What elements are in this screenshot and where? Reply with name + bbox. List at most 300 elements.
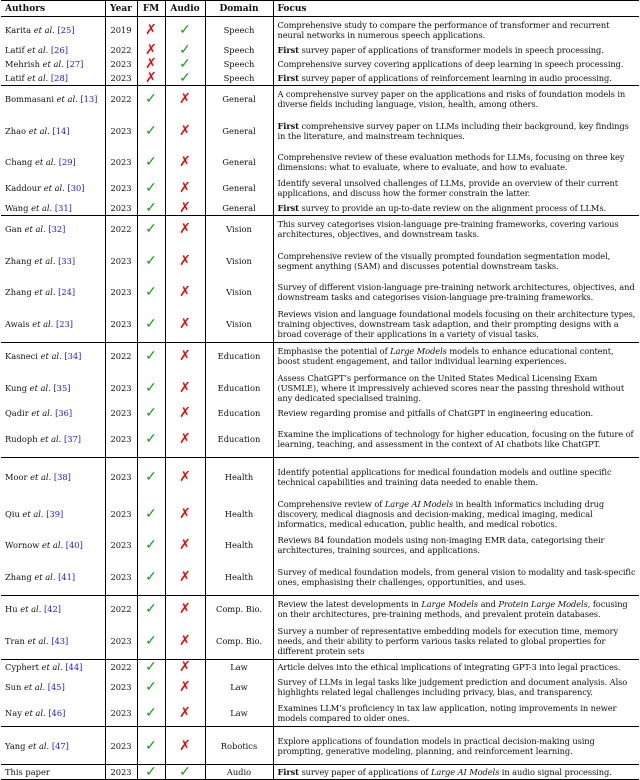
citation-link: [39] bbox=[46, 508, 64, 519]
table-row bbox=[1, 596, 639, 623]
focus-cell bbox=[273, 112, 639, 149]
year-cell: 2023 bbox=[105, 700, 137, 727]
author-cell bbox=[1, 175, 105, 201]
author-name: Latif bbox=[5, 45, 25, 55]
check-icon: ✓ bbox=[145, 379, 157, 396]
year-cell: 2023 bbox=[105, 674, 137, 700]
domain-cell: General bbox=[205, 149, 273, 175]
header-fm: FM bbox=[137, 1, 165, 17]
year-cell: 2022 bbox=[105, 660, 137, 675]
audio-cell bbox=[165, 674, 205, 700]
focus-cell bbox=[273, 622, 639, 660]
author-cell bbox=[1, 57, 105, 71]
citation-link: [46] bbox=[48, 708, 66, 718]
focus-cell bbox=[273, 765, 639, 780]
audio-cell bbox=[165, 305, 205, 343]
audio-cell bbox=[165, 558, 205, 596]
check-icon: ✓ bbox=[145, 505, 157, 522]
citation-link: [42] bbox=[44, 604, 62, 614]
author-etal: et al. bbox=[24, 708, 46, 718]
focus-text: in audio signal processing. bbox=[499, 767, 612, 777]
cross-icon: ✗ bbox=[179, 679, 191, 695]
focus-text: Review the latest developments in bbox=[277, 599, 422, 609]
focus-text: First bbox=[277, 73, 299, 83]
fm-cell bbox=[137, 201, 165, 216]
table-row bbox=[1, 71, 639, 86]
check-icon: ✓ bbox=[145, 154, 157, 170]
audio-cell bbox=[165, 622, 205, 660]
fm-cell bbox=[137, 17, 165, 44]
table-row bbox=[1, 765, 639, 780]
citation-link: [27] bbox=[66, 59, 84, 69]
check-icon: ✓ bbox=[145, 601, 157, 617]
author-name: Kasneci bbox=[5, 351, 38, 361]
table-row bbox=[1, 558, 639, 596]
author-name: Sun bbox=[5, 682, 22, 692]
domain-cell: Law bbox=[205, 660, 273, 675]
table-row bbox=[1, 305, 639, 343]
check-icon: ✓ bbox=[145, 180, 157, 196]
focus-cell bbox=[273, 495, 639, 532]
author-cell bbox=[1, 112, 105, 149]
fm-cell bbox=[137, 71, 165, 86]
citation-link: [41] bbox=[58, 571, 76, 582]
author-cell bbox=[1, 149, 105, 175]
citation-link: [13] bbox=[80, 94, 98, 104]
domain-cell: Audio bbox=[205, 765, 273, 780]
check-icon: ✓ bbox=[145, 679, 157, 695]
domain-cell: Robotics bbox=[205, 727, 273, 765]
fm-cell bbox=[137, 420, 165, 458]
check-icon: ✓ bbox=[145, 284, 157, 300]
citation-link: [40] bbox=[65, 540, 83, 550]
audio-cell bbox=[165, 660, 205, 675]
year-cell: 2023 bbox=[105, 622, 137, 660]
check-icon: ✓ bbox=[179, 56, 191, 72]
citation-link: [31] bbox=[54, 203, 72, 213]
author-name: Gan bbox=[5, 224, 22, 234]
table-row bbox=[1, 532, 639, 558]
citation-link: [36] bbox=[55, 408, 73, 418]
check-icon: ✓ bbox=[145, 405, 157, 421]
focus-text: Large AI Models bbox=[430, 767, 500, 777]
author-name: Yang bbox=[5, 740, 26, 751]
focus-cell bbox=[273, 420, 639, 458]
author-etal: et al. bbox=[27, 635, 49, 646]
focus-text: First bbox=[277, 203, 299, 213]
author-etal: et al. bbox=[40, 433, 62, 444]
citation-link: [34] bbox=[64, 351, 82, 361]
check-icon: ✓ bbox=[179, 70, 191, 86]
citation-link: [28] bbox=[50, 73, 68, 83]
table-row bbox=[1, 149, 639, 175]
focus-text: , focusing on their architectures, pre-training methods, and prevalent protein databases. bbox=[277, 599, 628, 619]
focus-text: in health informatics including drug discovery, medical diagnosis and decision-making, medical imaging, medical informatics, medical education, public health, and medical robotics. bbox=[277, 498, 605, 529]
table-row bbox=[1, 369, 639, 406]
cross-icon: ✗ bbox=[179, 315, 191, 332]
year-cell: 2023 bbox=[105, 420, 137, 458]
check-icon: ✓ bbox=[179, 764, 191, 780]
cross-icon: ✗ bbox=[179, 348, 191, 364]
focus-cell bbox=[273, 175, 639, 201]
check-icon: ✓ bbox=[145, 91, 157, 107]
author-cell bbox=[1, 558, 105, 596]
fm-cell bbox=[137, 149, 165, 175]
year-cell: 2022 bbox=[105, 596, 137, 623]
year-cell: 2023 bbox=[105, 201, 137, 216]
table-row bbox=[1, 343, 639, 370]
author-cell bbox=[1, 458, 105, 496]
year-cell: 2023 bbox=[105, 406, 137, 420]
cross-icon: ✗ bbox=[179, 91, 191, 107]
fm-cell bbox=[137, 369, 165, 406]
cross-icon: ✗ bbox=[145, 22, 157, 38]
check-icon: ✓ bbox=[145, 430, 157, 447]
focus-text: Large Models bbox=[421, 599, 479, 609]
author-etal: et al. bbox=[34, 255, 56, 266]
focus-text: Comprehensive study to compare the performance of transformer and recurrent neural networks in numerous speech applications. bbox=[277, 20, 610, 40]
domain-cell: Speech bbox=[205, 57, 273, 71]
cross-icon: ✗ bbox=[179, 252, 191, 269]
table-row bbox=[1, 420, 639, 458]
domain-cell: Law bbox=[205, 674, 273, 700]
check-icon: ✓ bbox=[145, 315, 157, 332]
fm-cell bbox=[137, 700, 165, 727]
focus-cell bbox=[273, 86, 639, 113]
focus-cell bbox=[273, 406, 639, 420]
author-etal: et al. bbox=[29, 382, 51, 393]
author-etal: et al. bbox=[31, 203, 53, 213]
cross-icon: ✗ bbox=[179, 659, 191, 675]
author-name: Awais bbox=[5, 318, 30, 329]
check-icon: ✓ bbox=[145, 348, 157, 364]
year-cell: 2022 bbox=[105, 343, 137, 370]
table-row bbox=[1, 700, 639, 727]
author-etal: et al. bbox=[33, 25, 55, 35]
focus-text: Survey of LLMs in legal tasks like judgement prediction and document analysis. Also highlights related legal challenges including privacy, bias, and transparency. bbox=[277, 677, 628, 697]
fm-cell bbox=[137, 458, 165, 496]
focus-text: A comprehensive survey paper on the applications and risks of foundation models in diverse fields including language, vision, health, among others. bbox=[277, 89, 626, 109]
author-name: Kaddour bbox=[5, 183, 42, 193]
citation-link: [26] bbox=[50, 45, 68, 55]
cross-icon: ✗ bbox=[179, 632, 191, 649]
author-etal: et al. bbox=[41, 662, 63, 672]
author-cell bbox=[1, 596, 105, 623]
audio-cell bbox=[165, 369, 205, 406]
citation-link: [35] bbox=[53, 382, 71, 393]
cross-icon: ✗ bbox=[179, 468, 191, 485]
author-etal: et al. bbox=[40, 351, 62, 361]
audio-cell bbox=[165, 765, 205, 780]
cross-icon: ✗ bbox=[179, 705, 191, 721]
author-name: Cyphert bbox=[5, 662, 39, 672]
year-cell: 2023 bbox=[105, 279, 137, 305]
citation-link: [43] bbox=[51, 635, 69, 646]
check-icon: ✓ bbox=[145, 764, 157, 780]
fm-cell bbox=[137, 175, 165, 201]
author-name: This paper bbox=[5, 767, 50, 777]
domain-cell: Speech bbox=[205, 17, 273, 44]
author-cell bbox=[1, 17, 105, 44]
focus-text: Comprehensive review of these evaluation methods for LLMs, focusing on three key dimensions: what to evaluate, where to evaluate, and how to evaluate. bbox=[277, 152, 625, 172]
author-name: Latif bbox=[5, 73, 25, 83]
cross-icon: ✗ bbox=[179, 379, 191, 396]
domain-cell: Health bbox=[205, 532, 273, 558]
year-cell: 2022 bbox=[105, 216, 137, 243]
author-etal: et al. bbox=[27, 45, 49, 55]
focus-text: This survey categorises vision-language pre-training frameworks, covering various architectures, objectives, and downstream tasks. bbox=[277, 219, 619, 239]
cross-icon: ✗ bbox=[179, 430, 191, 447]
audio-cell bbox=[165, 43, 205, 57]
year-cell: 2023 bbox=[105, 532, 137, 558]
domain-cell: Education bbox=[205, 369, 273, 406]
audio-cell bbox=[165, 279, 205, 305]
audio-cell bbox=[165, 175, 205, 201]
author-cell bbox=[1, 43, 105, 57]
author-name: Zhao bbox=[5, 125, 27, 136]
fm-cell bbox=[137, 343, 165, 370]
check-icon: ✓ bbox=[145, 659, 157, 675]
focus-cell bbox=[273, 674, 639, 700]
year-cell: 2023 bbox=[105, 149, 137, 175]
audio-cell bbox=[165, 201, 205, 216]
cross-icon: ✗ bbox=[179, 737, 191, 754]
focus-text: Comprehensive review of bbox=[277, 498, 385, 509]
author-name: Zhang bbox=[5, 571, 32, 582]
cross-icon: ✗ bbox=[179, 568, 191, 585]
author-etal: et al. bbox=[34, 287, 56, 297]
author-cell bbox=[1, 495, 105, 532]
check-icon: ✓ bbox=[179, 42, 191, 58]
audio-cell bbox=[165, 17, 205, 44]
fm-cell bbox=[137, 558, 165, 596]
citation-link: [44] bbox=[65, 662, 83, 672]
cross-icon: ✗ bbox=[179, 154, 191, 170]
author-etal: et al. bbox=[43, 183, 65, 193]
focus-text: Large Models bbox=[390, 346, 447, 356]
focus-text: Examines LLM’s proficiency in tax law application, noting improvements in newer models compared to older ones. bbox=[277, 703, 617, 723]
author-etal: et al. bbox=[34, 571, 56, 582]
domain-cell: General bbox=[205, 175, 273, 201]
table-row bbox=[1, 57, 639, 71]
table-row bbox=[1, 86, 639, 113]
cross-icon: ✗ bbox=[179, 601, 191, 617]
citation-link: [24] bbox=[58, 287, 76, 297]
focus-cell bbox=[273, 201, 639, 216]
audio-cell bbox=[165, 71, 205, 86]
author-name: Tran bbox=[5, 635, 25, 646]
domain-cell: Vision bbox=[205, 216, 273, 243]
year-cell: 2023 bbox=[105, 558, 137, 596]
cross-icon: ✗ bbox=[179, 122, 191, 139]
cross-icon: ✗ bbox=[179, 284, 191, 300]
author-cell bbox=[1, 700, 105, 727]
author-name: Zhang bbox=[5, 287, 32, 297]
cross-icon: ✗ bbox=[179, 221, 191, 237]
table-row bbox=[1, 175, 639, 201]
focus-cell bbox=[273, 305, 639, 343]
fm-cell bbox=[137, 242, 165, 279]
citation-link: [38] bbox=[53, 471, 71, 482]
author-cell bbox=[1, 343, 105, 370]
fm-cell bbox=[137, 622, 165, 660]
author-etal: et al. bbox=[24, 224, 46, 234]
check-icon: ✓ bbox=[145, 200, 157, 216]
table-row bbox=[1, 201, 639, 216]
citation-link: [23] bbox=[56, 318, 74, 329]
check-icon: ✓ bbox=[145, 537, 157, 553]
author-name: Karita bbox=[5, 25, 32, 35]
author-name: Nay bbox=[5, 708, 22, 718]
header-authors: Authors bbox=[1, 1, 105, 17]
focus-text: Comprehensive review of the visually prompted foundation segmentation model, segment anything (SAM) and discusses potential downstream tasks. bbox=[277, 250, 611, 271]
focus-cell bbox=[273, 558, 639, 596]
focus-text: Identify potential applications for medical foundation models and outline specific technical capabilities and training data needed to enable them. bbox=[277, 466, 612, 487]
author-cell bbox=[1, 279, 105, 305]
audio-cell bbox=[165, 406, 205, 420]
citation-link: [25] bbox=[57, 25, 75, 35]
focus-text: Survey of medical foundation models, from general vision to modality and task-specific ones, emphasising their challenges, opportunities, and uses. bbox=[277, 566, 636, 587]
fm-cell bbox=[137, 660, 165, 675]
domain-cell: General bbox=[205, 201, 273, 216]
table-row bbox=[1, 727, 639, 765]
header-domain: Domain bbox=[205, 1, 273, 17]
focus-cell bbox=[273, 596, 639, 623]
author-etal: et al. bbox=[28, 125, 50, 136]
audio-cell bbox=[165, 532, 205, 558]
domain-cell: Health bbox=[205, 458, 273, 496]
year-cell: 2023 bbox=[105, 57, 137, 71]
author-cell bbox=[1, 420, 105, 458]
fm-cell bbox=[137, 765, 165, 780]
fm-cell bbox=[137, 112, 165, 149]
focus-text: First bbox=[277, 767, 299, 777]
author-cell bbox=[1, 727, 105, 765]
author-name: Kung bbox=[5, 382, 28, 393]
author-cell bbox=[1, 406, 105, 420]
citation-link: [29] bbox=[58, 157, 76, 167]
focus-text: Assess ChatGPT’s performance on the United States Medical Licensing Exam (USMLE), where it impressively achieved scores near the passing threshold without any dedicated specialised training. bbox=[277, 372, 625, 403]
author-cell bbox=[1, 71, 105, 86]
fm-cell bbox=[137, 279, 165, 305]
cross-icon: ✗ bbox=[179, 405, 191, 421]
author-name: Rudoph bbox=[5, 433, 38, 444]
citation-link: [47] bbox=[51, 740, 69, 751]
year-cell: 2023 bbox=[105, 765, 137, 780]
focus-cell bbox=[273, 216, 639, 243]
audio-cell bbox=[165, 86, 205, 113]
focus-cell bbox=[273, 700, 639, 727]
year-cell: 2023 bbox=[105, 305, 137, 343]
table-row bbox=[1, 43, 639, 57]
year-cell: 2023 bbox=[105, 495, 137, 532]
author-name: Wang bbox=[5, 203, 29, 213]
domain-cell: Speech bbox=[205, 71, 273, 86]
focus-cell bbox=[273, 458, 639, 496]
author-name: Qiu bbox=[5, 508, 20, 519]
table-row bbox=[1, 622, 639, 660]
focus-text: Protein Large Models bbox=[498, 599, 588, 609]
focus-text: Explore applications of foundation models in practical decision-making using prompting, generative modeling, planning, and reinforcement learning. bbox=[277, 735, 595, 756]
fm-cell bbox=[137, 305, 165, 343]
table-row bbox=[1, 406, 639, 420]
citation-link: [14] bbox=[52, 125, 70, 136]
focus-text: survey to provide an up-to-date review on the alignment process of LLMs. bbox=[298, 203, 607, 213]
audio-cell bbox=[165, 216, 205, 243]
domain-cell: Vision bbox=[205, 305, 273, 343]
cross-icon: ✗ bbox=[145, 56, 157, 72]
focus-text: Comprehensive survey covering applications of deep learning in speech processing. bbox=[277, 59, 624, 69]
focus-text: survey paper of applications of transformer models in speech processing. bbox=[298, 45, 604, 55]
audio-cell bbox=[165, 495, 205, 532]
year-cell: 2022 bbox=[105, 43, 137, 57]
check-icon: ✓ bbox=[145, 705, 157, 721]
audio-cell bbox=[165, 343, 205, 370]
domain-cell: Education bbox=[205, 343, 273, 370]
citation-link: [32] bbox=[48, 224, 66, 234]
author-name: Mehrish bbox=[5, 59, 40, 69]
year-cell: 2023 bbox=[105, 369, 137, 406]
focus-cell bbox=[273, 727, 639, 765]
author-etal: et al. bbox=[42, 59, 64, 69]
focus-cell bbox=[273, 343, 639, 370]
check-icon: ✓ bbox=[145, 221, 157, 237]
year-cell: 2022 bbox=[105, 86, 137, 113]
author-cell bbox=[1, 674, 105, 700]
author-name: Hu bbox=[5, 604, 18, 614]
audio-cell bbox=[165, 149, 205, 175]
header-focus: Focus bbox=[273, 1, 639, 17]
author-cell bbox=[1, 532, 105, 558]
citation-link: [45] bbox=[47, 682, 65, 692]
fm-cell bbox=[137, 57, 165, 71]
table-header-row bbox=[1, 1, 639, 17]
domain-cell: Health bbox=[205, 558, 273, 596]
audio-cell bbox=[165, 458, 205, 496]
check-icon: ✓ bbox=[145, 468, 157, 485]
focus-cell bbox=[273, 660, 639, 675]
author-name: Zhang bbox=[5, 255, 32, 266]
cross-icon: ✗ bbox=[179, 180, 191, 196]
table-row bbox=[1, 112, 639, 149]
domain-cell: Education bbox=[205, 420, 273, 458]
author-cell bbox=[1, 242, 105, 279]
author-etal: et al. bbox=[32, 318, 54, 329]
fm-cell bbox=[137, 674, 165, 700]
domain-cell: General bbox=[205, 112, 273, 149]
check-icon: ✓ bbox=[145, 252, 157, 269]
author-cell bbox=[1, 622, 105, 660]
table-body bbox=[1, 17, 639, 780]
author-cell bbox=[1, 86, 105, 113]
focus-cell bbox=[273, 71, 639, 86]
focus-text: Identify several unsolved challenges of LLMs, provide an overview of their current applications, and discuss how the former constrain the latter. bbox=[277, 178, 619, 198]
audio-cell bbox=[165, 596, 205, 623]
author-etal: et al. bbox=[34, 157, 57, 167]
table-row bbox=[1, 216, 639, 243]
focus-cell bbox=[273, 57, 639, 71]
table-row bbox=[1, 674, 639, 700]
table-row bbox=[1, 17, 639, 44]
fm-cell bbox=[137, 727, 165, 765]
audio-cell bbox=[165, 420, 205, 458]
header-year: Year bbox=[105, 1, 137, 17]
focus-text: Survey of different vision-language pre-training network architectures, objectives, and downstream tasks and categorises vision-language pre-training frameworks. bbox=[277, 282, 635, 302]
citation-link: [37] bbox=[63, 433, 82, 444]
table-row bbox=[1, 279, 639, 305]
author-etal: et al. bbox=[31, 408, 53, 418]
domain-cell: Comp. Bio. bbox=[205, 622, 273, 660]
